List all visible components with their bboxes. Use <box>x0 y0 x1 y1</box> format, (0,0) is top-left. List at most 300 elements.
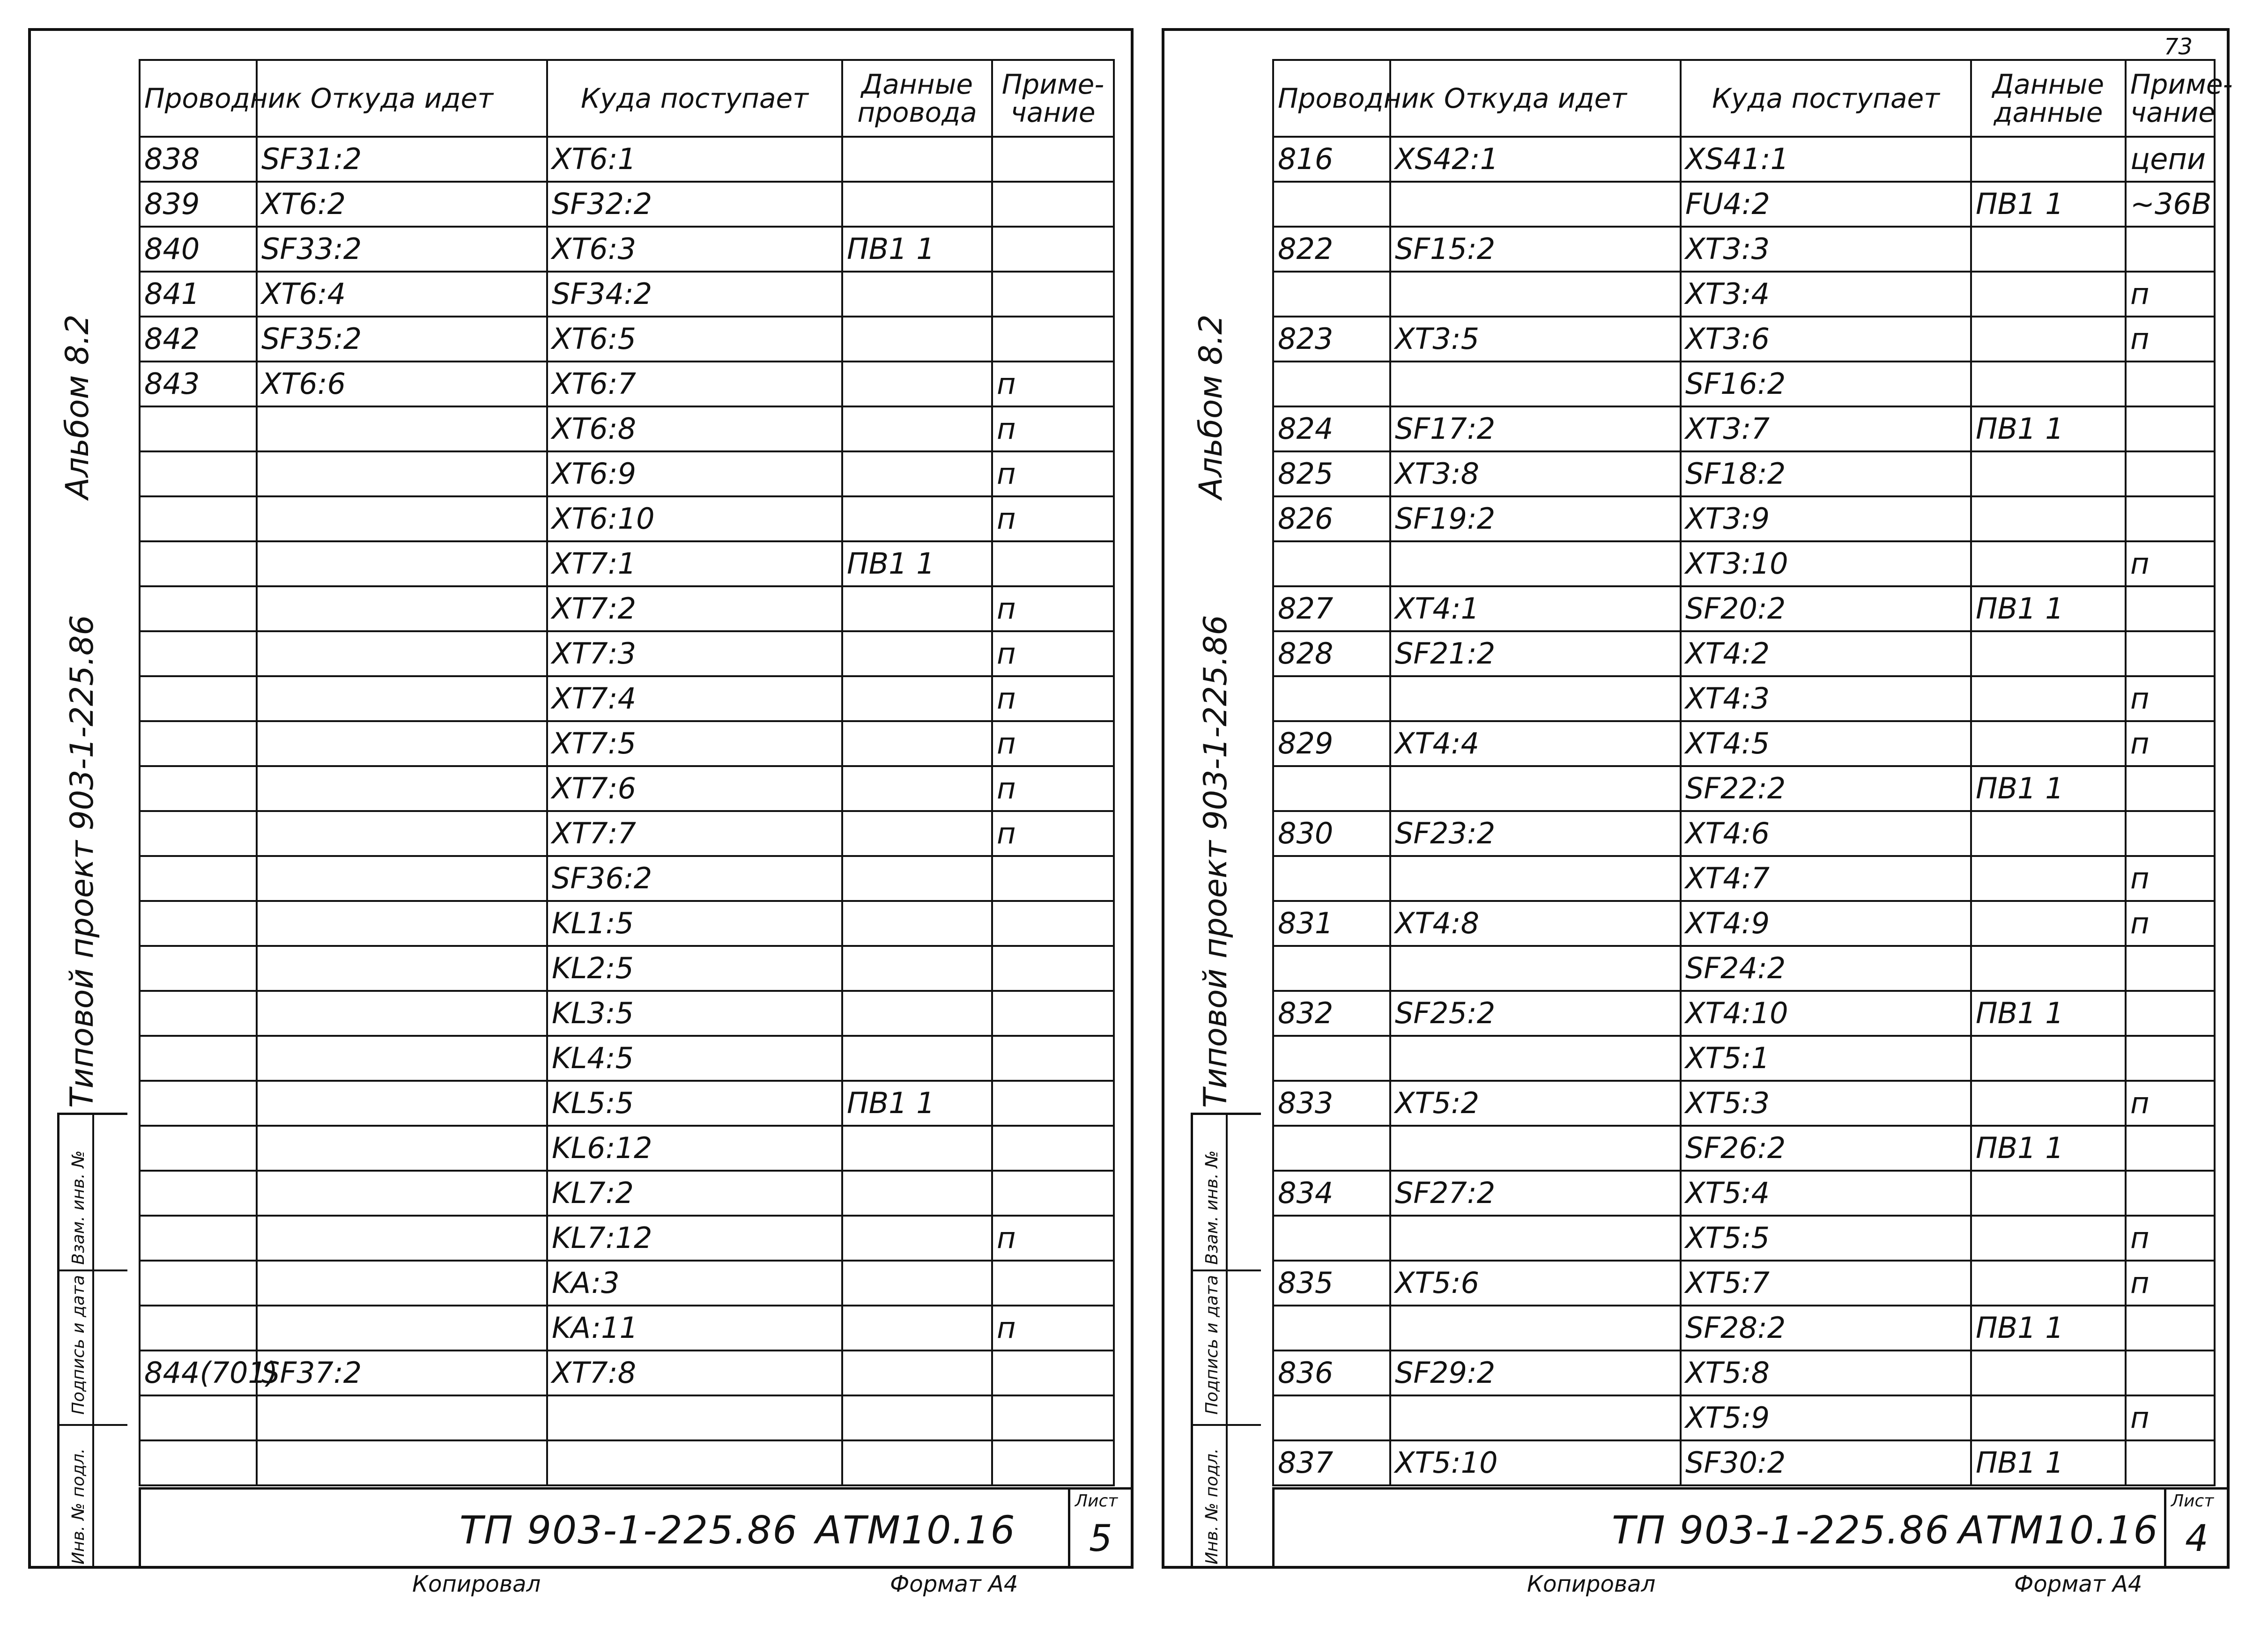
cell-from: SF23:2 <box>1390 811 1681 856</box>
sheet-right <box>1162 28 2233 1569</box>
cell-from <box>1390 1126 1681 1171</box>
cell-from: SF15:2 <box>1390 227 1681 272</box>
header-from: Откуда идет <box>257 60 547 137</box>
cell-to: XT5:1 <box>1681 1036 1971 1081</box>
sheet-label: Лист <box>1075 1491 1118 1511</box>
cell-data <box>842 1395 992 1440</box>
cell-note <box>2126 362 2215 406</box>
cell-wire: 838 <box>140 137 257 182</box>
cell-from <box>257 1036 547 1081</box>
cell-note <box>2126 946 2215 991</box>
cell-data: ПВ1 1 <box>1971 182 2126 227</box>
cell-data <box>842 1440 992 1485</box>
cell-to: XT5:3 <box>1681 1081 1971 1126</box>
cell-note: п <box>992 406 1114 451</box>
sheet-number: 5 <box>1089 1518 1112 1560</box>
cell-note <box>992 137 1114 182</box>
cell-to: XT6:7 <box>547 362 842 406</box>
table-row <box>1273 766 2215 811</box>
cell-wire <box>140 1081 257 1126</box>
cell-data <box>1971 541 2126 586</box>
corner-page-number: 73 <box>2164 34 2193 60</box>
cell-to: FU4:2 <box>1681 182 1971 227</box>
cell-to: SF26:2 <box>1681 1126 1971 1171</box>
cell-data <box>842 137 992 182</box>
table-row <box>140 272 1114 317</box>
cell-note <box>992 991 1114 1036</box>
header-wire: Проводник <box>140 60 257 137</box>
cell-note <box>992 901 1114 946</box>
cell-data <box>1971 451 2126 496</box>
table-row <box>1273 362 2215 406</box>
cell-note: п <box>2126 272 2215 317</box>
cell-wire: 828 <box>1273 631 1390 676</box>
cell-wire: 827 <box>1273 586 1390 631</box>
cell-from <box>257 1395 547 1440</box>
cell-to: SF24:2 <box>1681 946 1971 991</box>
cell-data <box>842 1126 992 1171</box>
cell-note <box>992 272 1114 317</box>
cell-to: XT3:9 <box>1681 496 1971 541</box>
cell-data: ПВ1 1 <box>1971 991 2126 1036</box>
cell-to: XT5:4 <box>1681 1171 1971 1216</box>
cell-from <box>257 946 547 991</box>
table-row <box>140 1126 1114 1171</box>
table-row <box>1273 182 2215 227</box>
cell-wire <box>1273 1216 1390 1261</box>
cell-data <box>1971 1261 2126 1306</box>
cell-wire <box>140 676 257 721</box>
table-row <box>140 1036 1114 1081</box>
table-row <box>140 586 1114 631</box>
cell-data <box>842 1036 992 1081</box>
sheet-left <box>28 28 1134 1569</box>
doc-code: ТП 903-1-225.86 <box>1612 1508 1950 1553</box>
cell-wire: 833 <box>1273 1081 1390 1126</box>
cell-note: п <box>2126 1395 2215 1440</box>
cell-note: п <box>2126 1216 2215 1261</box>
cell-note <box>2126 1036 2215 1081</box>
cell-data <box>842 362 992 406</box>
cell-to: XT6:10 <box>547 496 842 541</box>
cell-wire: 829 <box>1273 721 1390 766</box>
cell-data <box>842 1261 992 1306</box>
cell-wire: 835 <box>1273 1261 1390 1306</box>
cell-wire: 840 <box>140 227 257 272</box>
cell-data <box>842 1216 992 1261</box>
cell-from: XS42:1 <box>1390 137 1681 182</box>
cell-from: XT6:4 <box>257 272 547 317</box>
cell-wire: 842 <box>140 317 257 362</box>
cell-note <box>2126 586 2215 631</box>
table-row <box>1273 946 2215 991</box>
table-row <box>1273 856 2215 901</box>
cell-to: XT4:2 <box>1681 631 1971 676</box>
cell-data: ПВ1 1 <box>1971 1440 2126 1485</box>
cell-to: KL5:5 <box>547 1081 842 1126</box>
cell-note: п <box>992 811 1114 856</box>
table-row <box>140 631 1114 676</box>
cell-note <box>2126 1440 2215 1485</box>
cell-note: п <box>992 496 1114 541</box>
cell-wire <box>1273 182 1390 227</box>
sheet-number-box <box>2164 1490 2230 1567</box>
cell-to: XT7:2 <box>547 586 842 631</box>
cell-from: SF25:2 <box>1390 991 1681 1036</box>
cell-note <box>992 946 1114 991</box>
cell-from: SF17:2 <box>1390 406 1681 451</box>
cell-wire <box>140 1306 257 1351</box>
cell-note: п <box>992 1306 1114 1351</box>
cell-data <box>1971 946 2126 991</box>
cell-note: п <box>2126 676 2215 721</box>
table-row <box>140 1171 1114 1216</box>
cell-from <box>257 1126 547 1171</box>
cell-data: ПВ1 1 <box>842 227 992 272</box>
cell-data <box>842 586 992 631</box>
cell-wire <box>140 1216 257 1261</box>
cell-from <box>1390 1306 1681 1351</box>
cell-to: XT3:10 <box>1681 541 1971 586</box>
cell-wire: 832 <box>1273 991 1390 1036</box>
table-row <box>140 1261 1114 1306</box>
cell-from <box>257 1081 547 1126</box>
cell-to: XT5:5 <box>1681 1216 1971 1261</box>
cell-data <box>842 946 992 991</box>
cell-wire <box>140 1261 257 1306</box>
cell-note: п <box>992 766 1114 811</box>
cell-wire <box>140 856 257 901</box>
cell-data <box>842 631 992 676</box>
cell-data: ПВ1 1 <box>1971 586 2126 631</box>
right-sidebar <box>1164 31 1263 1566</box>
cell-data <box>1971 496 2126 541</box>
cell-data <box>1971 1216 2126 1261</box>
table-row <box>140 1081 1114 1126</box>
cell-note: п <box>992 631 1114 676</box>
cell-data <box>842 991 992 1036</box>
cell-data <box>842 406 992 451</box>
cell-note <box>2126 1171 2215 1216</box>
cell-note <box>992 1395 1114 1440</box>
cell-wire <box>1273 676 1390 721</box>
cell-wire <box>140 406 257 451</box>
wire-table-right <box>1272 59 2233 1486</box>
cell-note: п <box>2126 901 2215 946</box>
cell-to: XT6:9 <box>547 451 842 496</box>
cell-wire: 823 <box>1273 317 1390 362</box>
cell-wire <box>1273 541 1390 586</box>
cell-wire <box>1273 766 1390 811</box>
cell-from <box>257 1216 547 1261</box>
cell-data <box>1971 1081 2126 1126</box>
cell-to: XT3:7 <box>1681 406 1971 451</box>
cell-note <box>992 1171 1114 1216</box>
cell-data: ПВ1 1 <box>1971 406 2126 451</box>
cell-from <box>257 631 547 676</box>
cell-wire <box>1273 856 1390 901</box>
cell-wire: 822 <box>1273 227 1390 272</box>
cell-note <box>992 227 1114 272</box>
cell-wire: 841 <box>140 272 257 317</box>
table-row <box>1273 721 2215 766</box>
cell-from <box>1390 946 1681 991</box>
table-row <box>140 451 1114 496</box>
cell-from: XT4:4 <box>1390 721 1681 766</box>
doc-mark: АТМ10.16 <box>815 1508 1016 1553</box>
cell-wire <box>1273 1306 1390 1351</box>
cell-to: SF16:2 <box>1681 362 1971 406</box>
table-row <box>1273 1171 2215 1216</box>
cell-note: ~36В <box>2126 182 2215 227</box>
table-row <box>1273 272 2215 317</box>
header-note: Приме-чание <box>2126 60 2215 137</box>
cell-data <box>1971 631 2126 676</box>
cell-from <box>257 451 547 496</box>
cell-from <box>1390 766 1681 811</box>
cell-note <box>2126 631 2215 676</box>
table-row <box>140 1306 1114 1351</box>
cell-data <box>1971 721 2126 766</box>
cell-to: XT4:7 <box>1681 856 1971 901</box>
doc-mark: АТМ10.16 <box>1958 1508 2159 1553</box>
cell-to <box>547 1440 842 1485</box>
table-row <box>140 766 1114 811</box>
cell-wire <box>140 1171 257 1216</box>
cell-from: XT5:2 <box>1390 1081 1681 1126</box>
cell-from <box>257 586 547 631</box>
cell-from <box>1390 1036 1681 1081</box>
table-row <box>1273 991 2215 1036</box>
cell-data <box>842 182 992 227</box>
cell-to: XT7:7 <box>547 811 842 856</box>
table-row <box>140 137 1114 182</box>
cell-to: XT6:1 <box>547 137 842 182</box>
cell-from <box>1390 362 1681 406</box>
cell-data <box>1971 137 2126 182</box>
cell-to: XT7:3 <box>547 631 842 676</box>
cell-to: XT6:8 <box>547 406 842 451</box>
cell-to: KL2:5 <box>547 946 842 991</box>
cell-from <box>257 1261 547 1306</box>
cell-data <box>842 856 992 901</box>
table-row <box>140 541 1114 586</box>
cell-data <box>842 1171 992 1216</box>
cell-from <box>257 991 547 1036</box>
table-row <box>1273 1036 2215 1081</box>
cell-wire <box>140 1126 257 1171</box>
header-data: Данные данные <box>1971 60 2126 137</box>
cell-wire <box>1273 946 1390 991</box>
table-row <box>1273 541 2215 586</box>
cell-from: XT3:8 <box>1390 451 1681 496</box>
copied-by-left: Копировал <box>412 1571 541 1597</box>
cell-data: ПВ1 1 <box>842 541 992 586</box>
table-row <box>1273 1216 2215 1261</box>
cell-from: SF19:2 <box>1390 496 1681 541</box>
cell-wire <box>140 541 257 586</box>
cell-data: ПВ1 1 <box>1971 1126 2126 1171</box>
album-label: Альбом 8.2 <box>59 314 96 499</box>
cell-from <box>257 811 547 856</box>
cell-note <box>2126 227 2215 272</box>
cell-note: цепи <box>2126 137 2215 182</box>
doc-code: ТП 903-1-225.86 <box>460 1508 798 1553</box>
cell-from <box>1390 1395 1681 1440</box>
cell-note <box>2126 406 2215 451</box>
header-from: Откуда идет <box>1390 60 1681 137</box>
cell-to: XT7:8 <box>547 1351 842 1395</box>
cell-from: XT4:8 <box>1390 901 1681 946</box>
cell-wire <box>140 766 257 811</box>
table-row <box>1273 451 2215 496</box>
cell-from <box>1390 676 1681 721</box>
cell-to: KL6:12 <box>547 1126 842 1171</box>
table-row <box>1273 227 2215 272</box>
table-header <box>140 60 1114 137</box>
cell-wire <box>140 496 257 541</box>
cell-data <box>842 766 992 811</box>
cell-to: XT3:4 <box>1681 272 1971 317</box>
cell-to: XT4:10 <box>1681 991 1971 1036</box>
cell-data <box>842 1351 992 1395</box>
cell-from: SF37:2 <box>257 1351 547 1395</box>
cell-wire <box>140 721 257 766</box>
cell-wire <box>140 586 257 631</box>
cell-wire <box>140 1440 257 1485</box>
cell-data <box>842 721 992 766</box>
cell-to: SF34:2 <box>547 272 842 317</box>
table-row <box>140 991 1114 1036</box>
cell-data <box>842 496 992 541</box>
cell-to: XS41:1 <box>1681 137 1971 182</box>
cell-from: XT6:6 <box>257 362 547 406</box>
cell-to: XT7:4 <box>547 676 842 721</box>
cell-from: SF35:2 <box>257 317 547 362</box>
approval-stamp <box>57 1113 127 1567</box>
cell-data <box>842 811 992 856</box>
cell-to: XT7:6 <box>547 766 842 811</box>
table-row <box>140 1216 1114 1261</box>
stamp-signature-date: Подпись и дата <box>1202 1275 1222 1415</box>
cell-to: XT4:6 <box>1681 811 1971 856</box>
cell-note: п <box>2126 317 2215 362</box>
cell-note <box>2126 811 2215 856</box>
cell-note <box>992 1081 1114 1126</box>
cell-note: п <box>992 1216 1114 1261</box>
cell-to: XT7:5 <box>547 721 842 766</box>
cell-data <box>1971 1395 2126 1440</box>
cell-data <box>1971 1171 2126 1216</box>
header-note: Приме-чание <box>992 60 1114 137</box>
table-row <box>140 182 1114 227</box>
cell-from: XT5:10 <box>1390 1440 1681 1485</box>
cell-wire <box>140 451 257 496</box>
table-row <box>140 362 1114 406</box>
cell-from <box>1390 541 1681 586</box>
cell-data <box>1971 856 2126 901</box>
cell-wire: 824 <box>1273 406 1390 451</box>
cell-to: SF36:2 <box>547 856 842 901</box>
table-row <box>140 1395 1114 1440</box>
cell-wire: 837 <box>1273 1440 1390 1485</box>
table-row <box>1273 317 2215 362</box>
cell-data <box>1971 1036 2126 1081</box>
cell-note <box>992 856 1114 901</box>
cell-note <box>2126 991 2215 1036</box>
header-to: Куда поступает <box>1681 60 1971 137</box>
format-left: Формат А4 <box>890 1571 1018 1597</box>
cell-wire <box>1273 362 1390 406</box>
table-row <box>1273 1306 2215 1351</box>
cell-data: ПВ1 1 <box>1971 1306 2126 1351</box>
cell-note: п <box>992 676 1114 721</box>
cell-to: SF20:2 <box>1681 586 1971 631</box>
table-row <box>140 676 1114 721</box>
table-row <box>1273 586 2215 631</box>
cell-to: KL7:12 <box>547 1216 842 1261</box>
cell-data <box>1971 1351 2126 1395</box>
sheet-number-box <box>1068 1490 1134 1567</box>
cell-data <box>1971 362 2126 406</box>
cell-from: XT4:1 <box>1390 586 1681 631</box>
table-row <box>140 496 1114 541</box>
format-right: Формат А4 <box>2014 1571 2142 1597</box>
left-sidebar <box>31 31 129 1566</box>
cell-wire: 831 <box>1273 901 1390 946</box>
cell-data: ПВ1 1 <box>842 1081 992 1126</box>
cell-note <box>2126 1306 2215 1351</box>
cell-data <box>1971 676 2126 721</box>
cell-from: XT5:6 <box>1390 1261 1681 1306</box>
stamp-replacement: Взам. инв. № <box>69 1150 88 1265</box>
cell-note: п <box>2126 1261 2215 1306</box>
cell-note: п <box>2126 1081 2215 1126</box>
cell-wire <box>1273 1036 1390 1081</box>
cell-data: ПВ1 1 <box>1971 766 2126 811</box>
cell-data <box>842 901 992 946</box>
cell-from <box>257 496 547 541</box>
cell-to: XT3:6 <box>1681 317 1971 362</box>
table-row <box>140 1440 1114 1485</box>
cell-to: SF30:2 <box>1681 1440 1971 1485</box>
cell-wire: 825 <box>1273 451 1390 496</box>
cell-wire: 826 <box>1273 496 1390 541</box>
cell-wire: 836 <box>1273 1351 1390 1395</box>
cell-to: XT5:7 <box>1681 1261 1971 1306</box>
table-row <box>140 721 1114 766</box>
cell-note <box>992 317 1114 362</box>
cell-from: SF21:2 <box>1390 631 1681 676</box>
stamp-signature-date: Подпись и дата <box>69 1275 88 1415</box>
cell-to: XT5:8 <box>1681 1351 1971 1395</box>
table-row <box>1273 496 2215 541</box>
cell-from <box>257 1171 547 1216</box>
table-row <box>1273 1261 2215 1306</box>
cell-note <box>2126 496 2215 541</box>
cell-to: SF32:2 <box>547 182 842 227</box>
cell-to: KL4:5 <box>547 1036 842 1081</box>
cell-wire <box>140 946 257 991</box>
cell-note: п <box>992 586 1114 631</box>
table-row <box>140 901 1114 946</box>
cell-wire <box>140 631 257 676</box>
cell-from <box>257 901 547 946</box>
wire-table-left <box>139 59 1115 1486</box>
cell-note <box>2126 1351 2215 1395</box>
cell-wire: 816 <box>1273 137 1390 182</box>
table-row <box>140 946 1114 991</box>
